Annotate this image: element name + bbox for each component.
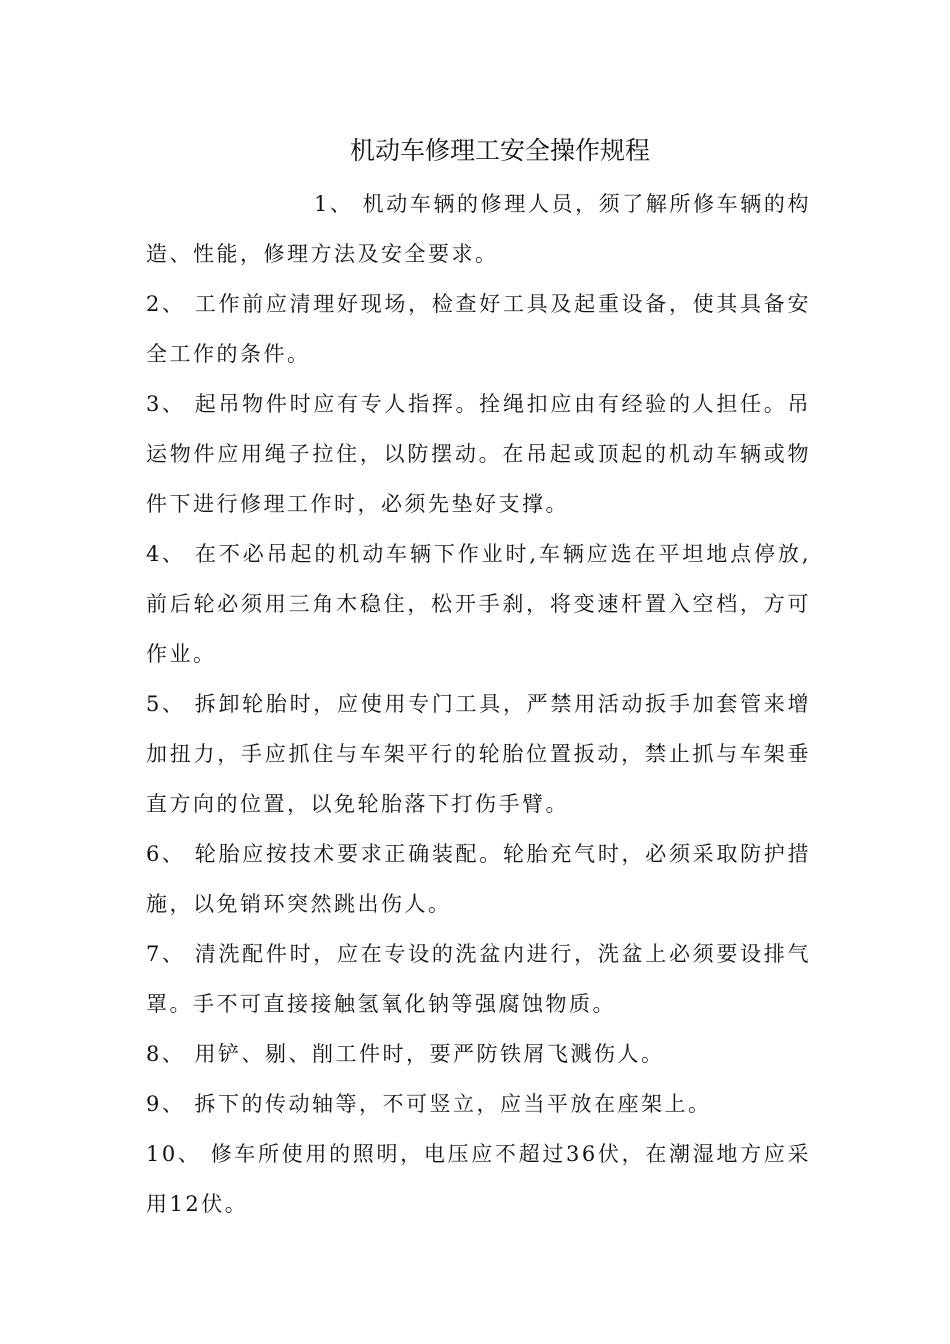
item-text: 拆卸轮胎时，应使用专门工具，严禁用活动扳手加套管来增加扭力，手应抓住与车架平行的轮胎位置扳动，禁止抓与车架垂直方向的位置，以免轮胎落下打伤手臂。 [146,692,811,816]
regulation-item-9 [146,1079,811,1129]
item-number: 7、 [146,942,186,966]
item-number: 3、 [146,392,186,416]
item-number: 6、 [146,842,186,866]
regulation-item-7 [146,929,811,1029]
item-text: 起吊物件时应有专人指挥。拴绳扣应由有经验的人担任。吊运物件应用绳子拉住，以防摆动。在吊起或顶起的机动车辆或物件下进行修理工作时，必须先垫好支撑。 [146,392,811,516]
item-number: 2、 [146,292,186,316]
item-number: 5、 [146,692,186,716]
regulation-item-4 [146,529,811,679]
item-text: 拆下的传动轴等，不可竖立，应当平放在座架上。 [185,1092,712,1116]
regulation-item-3 [146,379,811,529]
regulation-item-6 [146,829,811,929]
item-text: 机动车辆的修理人员，须了解所修车辆的构造、性能，修理方法及安全要求。 [146,192,811,266]
item-text: 清洗配件时，应在专设的洗盆内进行，洗盆上必须要设排气罩。手不可直接接触氢氧化钠等强腐蚀物质。 [146,942,811,1016]
item-number: 8、 [146,1042,186,1066]
item-number: 4、 [146,542,186,566]
regulation-item-8 [146,1029,811,1079]
regulation-list [146,179,811,1229]
document-title: 机动车修理工安全操作规程 [349,136,650,165]
regulation-item-10 [146,1129,811,1229]
item-number: 10、 [146,1142,202,1166]
item-number: 9、 [146,1092,186,1116]
regulation-item-2 [146,279,811,379]
item-text: 修车所使用的照明，电压应不超过36伏，在潮湿地方应采用12伏。 [146,1142,811,1216]
regulation-item-5 [146,679,811,829]
item-text: 轮胎应按技术要求正确装配。轮胎充气时，必须采取防护措施，以免销环突然跳出伤人。 [146,842,811,916]
item-text: 用铲、剔、削工件时，要严防铁屑飞溅伤人。 [185,1042,665,1066]
regulation-item-1 [146,179,811,279]
item-text: 在不必吊起的机动车辆下作业时,车辆应选在平坦地点停放,前后轮必须用三角木稳住，松开手刹，将变速杆置入空档，方可作业。 [146,542,811,666]
item-text: 工作前应清理好现场，检查好工具及起重设备，使其具备安全工作的条件。 [146,292,811,366]
item-number: 1、 [314,192,354,216]
